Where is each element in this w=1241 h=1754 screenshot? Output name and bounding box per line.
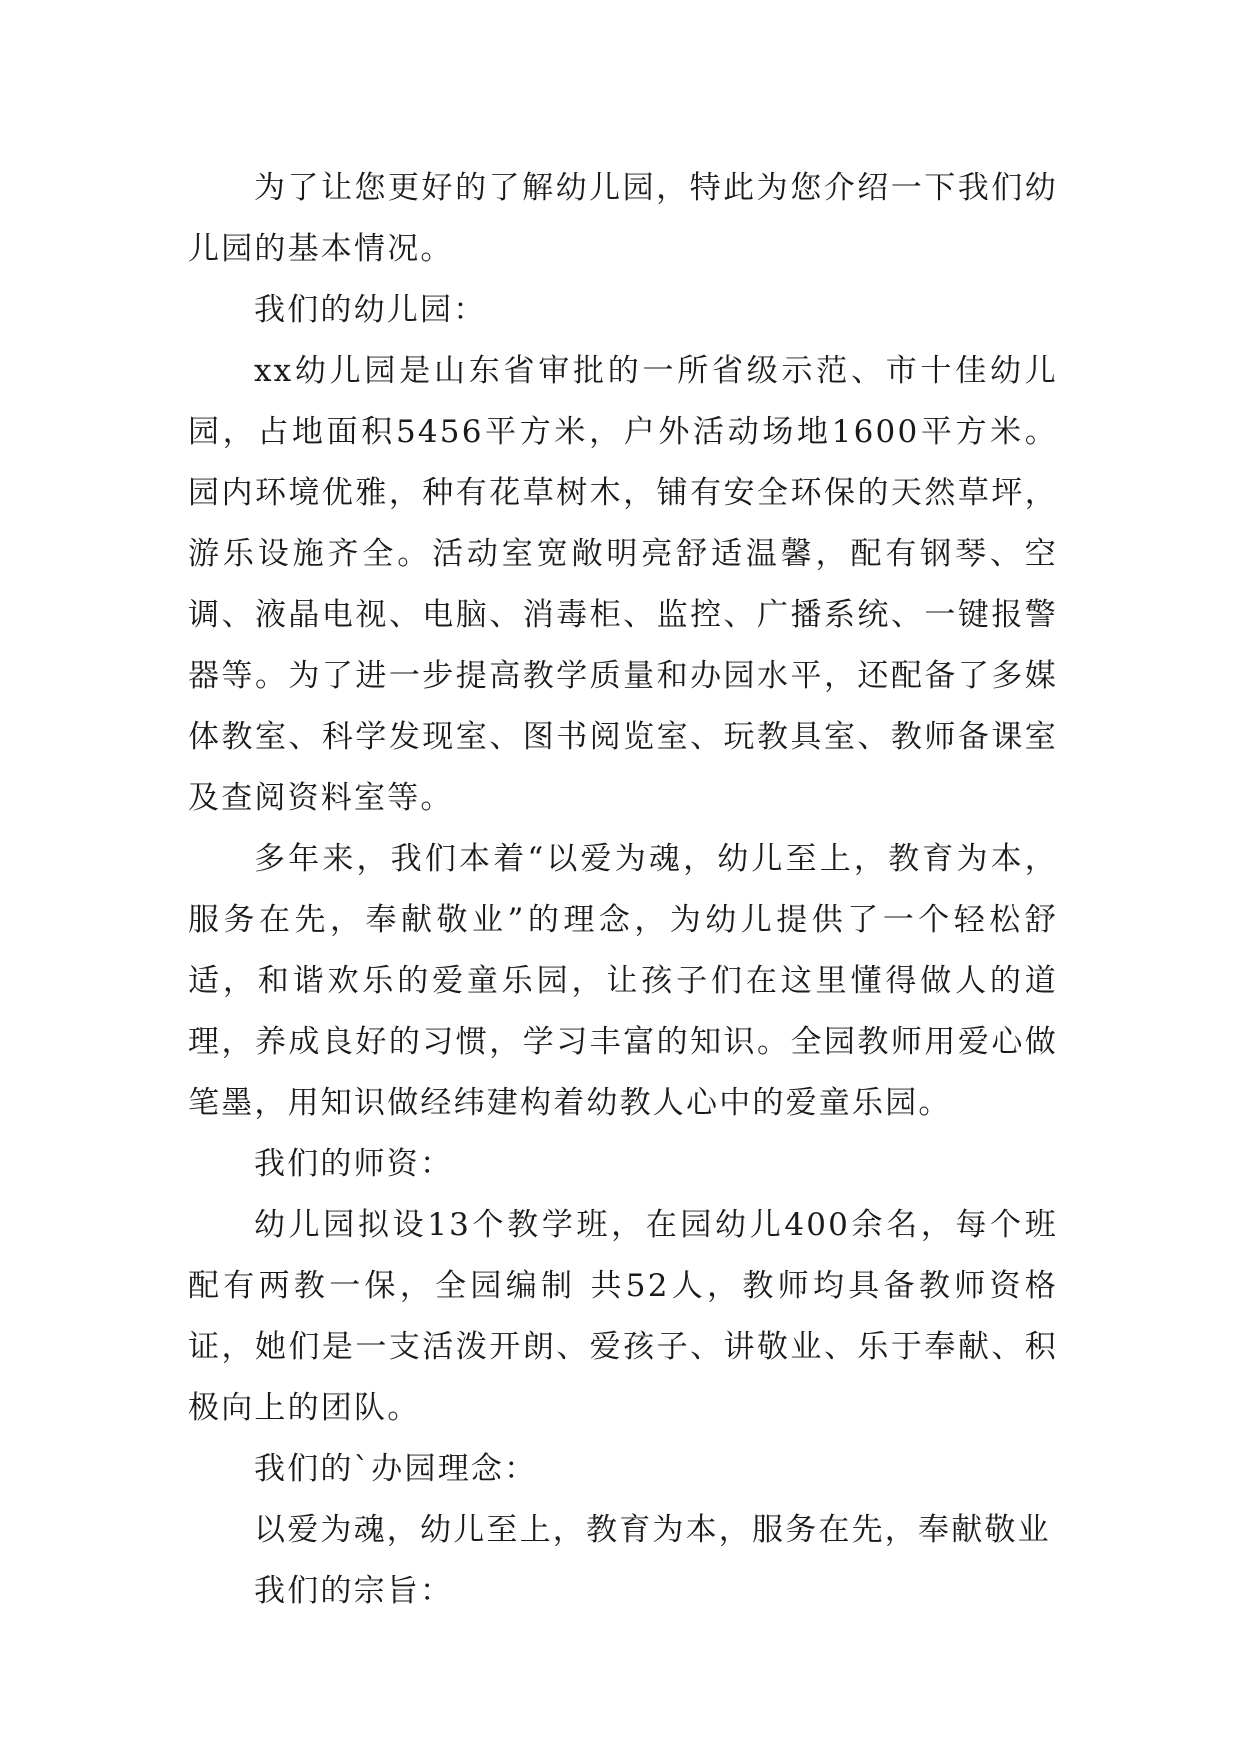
paragraph-teachers: 幼儿园拟设13个教学班，在园幼儿400余名，每个班配有两教一保，全园编制 共52人，教师均具备教师资格证，她们是一支活泼开朗、爱孩子、讲敬业、乐于奉献、积极向上的团队。 [188,1207,1058,1426]
paragraph-philosophy-history: 多年来，我们本着“以爱为魂，幼儿至上，教育为本，服务在先，奉献敬业”的理念，为幼儿提供了一个轻松舒适，和谐欢乐的爱童乐园，让孩子们在这里懂得做人的道理，养成良好的习惯，学习丰富的知识。全园教师用爱心做笔墨，用知识做经纬建构着幼教人心中的爱童乐园。 [188,841,1058,1121]
heading-our-teachers: 我们的师资： [254,1146,454,1182]
heading-our-mission: 我们的宗旨： [254,1573,454,1609]
heading-our-kindergarten: 我们的幼儿园： [254,292,487,328]
paragraph-intro: 为了让您更好的了解幼儿园，特此为您介绍一下我们幼儿园的基本情况。 [188,170,1058,267]
document-body [188,158,1058,1622]
heading-our-philosophy: 我们的`办园理念： [254,1451,538,1487]
paragraph-philosophy: 以爱为魂，幼儿至上，教育为本，服务在先，奉献敬业 [254,1512,1051,1548]
paragraph-facilities: xx幼儿园是山东省审批的一所省级示范、市十佳幼儿园，占地面积5456平方米，户外活动场地1600平方米。园内环境优雅，种有花草树木，铺有安全环保的天然草坪，游乐设施齐全。活动室宽敞明亮舒适温馨，配有钢琴、空调、液晶电视、电脑、消毒柜、监控、广播系统、一键报警器等。为了进一步提高教学质量和办园水平，还配备了多媒体教室、科学发现室、图书阅览室、玩教具室、教师备课室及查阅资料室等。 [188,353,1058,816]
